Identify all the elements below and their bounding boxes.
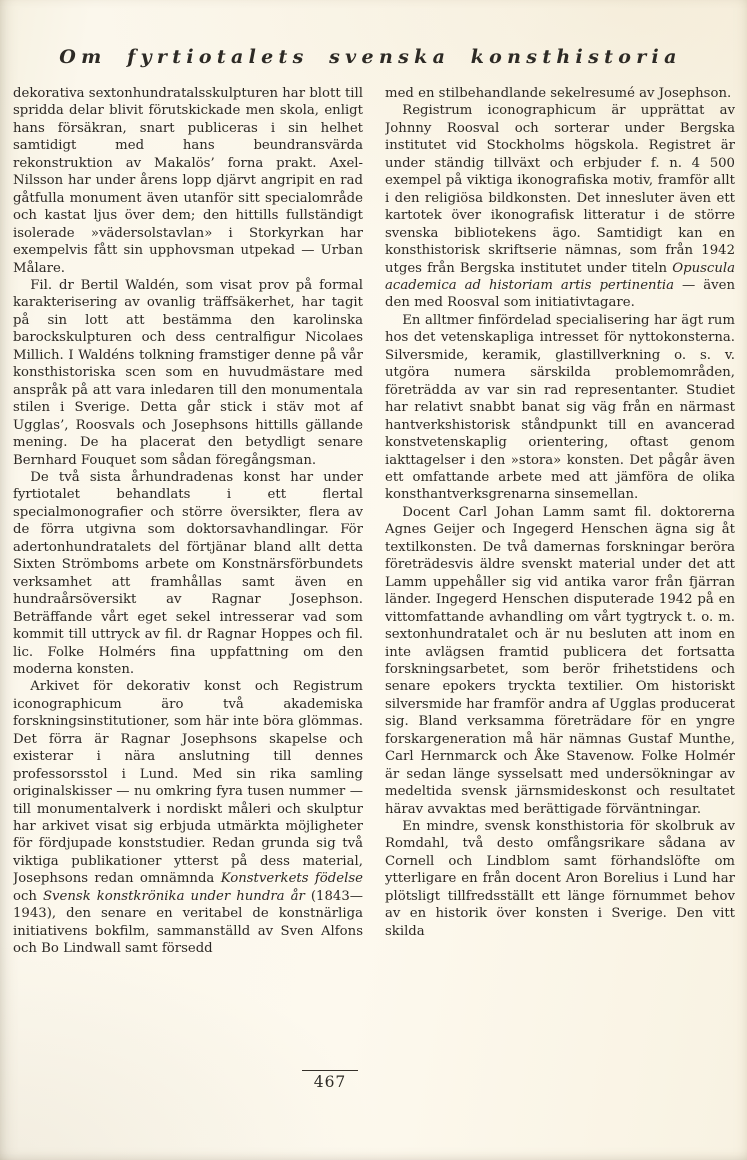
text-run: Fil. dr Bertil Waldén, som visat prov på formal karakterisering av ovanlig träffsäkerhet, har tagit på sin lott att bestämma den karolinska barockskulpturen och dess centralfigur Nicolaes Millich. I Waldéns tolkning framstiger denne på vår konsthistoriska scen som en huvudmästare med anspråk på att vara inledaren till den monumentala stilen i Sverige. Detta går stick i stäv mot af Ugglas’, Roosvals och Josephsons hittills gällande mening. De ha placerat den betydligt senare Bernhard Fouquet som sådan föregångsman. <box>13 277 363 468</box>
text-run: En mindre, svensk konsthistoria för skolbruk av Romdahl, två desto omfångsrikare sådana av Cornell och Lindblom samt förhandslöfte om ytterligare en från docent Aron Borelius i Lund har plötsligt tillfredsställt ett länge förnummet behov av en historik över konsten i Sverige. Den vitt skilda <box>385 819 735 939</box>
paragraph <box>385 102 735 311</box>
paragraph <box>385 85 735 102</box>
text-run: med en stilbehandlande sekelresumé av Josephson. <box>385 86 732 101</box>
right-column <box>385 85 735 1047</box>
text-run: De två sista århundradenas konst har under fyrtiotalet behandlats i ett flertal specialmonografier och större översikter, flera av de förra utgivna som doktorsavhandlingar. För adertonhundratalets del förtjänar bland allt detta Sixten Strömboms arbete om Konstnärsförbundets verksamhet att framhållas samt även en hundraårsöversikt av Ragnar Josephson. Beträffande vårt eget sekel intresserar vad som kommit till uttryck av fil. dr Ragnar Hoppes och fil. lic. Folke Holmérs fina uppfattning om den moderna konsten. <box>13 469 363 677</box>
page-number: 467 <box>302 1070 358 1091</box>
left-column <box>13 85 363 1047</box>
text-run: — även den med Roosval som initiativtagare. <box>385 277 735 311</box>
paragraph <box>13 277 363 469</box>
text-run: och <box>13 888 43 904</box>
paragraph <box>385 504 735 818</box>
italic-title-run: Opuscula academica ad historiam artis pertinentia <box>385 260 735 293</box>
italic-title-run: Konstverkets födelse <box>220 871 363 887</box>
text-columns <box>0 68 747 1047</box>
italic-title-run: Svensk konstkrönika under hundra år <box>42 888 305 904</box>
page-title: Om fyrtiotalets svenska konsthistoria <box>59 46 682 68</box>
text-run: (1843—1943), den senare en veritabel de konstnärliga initiativens bokfilm, sammanställd av Sven Alfons och Bo Lindwall samt försedd <box>13 888 363 957</box>
text-run: Registrum iconographicum är upprättat av Johnny Roosval och sorterar under Bergska institutet vid Stockholms högskola. Registret är under ständig tillväxt och erbjuder f. n. 4 500 exempel på viktiga ikonografiska motiv, framför allt i den religiösa bildkonsten. Det innesluter även ett kartotek över ikonografisk litteratur i de större svenska bibliotekens ägo. Samtidigt kan en konsthistorisk skriftserie nämnas, som från 1942 utges från Bergska institutet under titeln <box>385 103 735 276</box>
paragraph <box>13 678 363 957</box>
text-run: dekorativa sextonhundratalsskulpturen har blott till spridda delar blivit förutskickade men skola, enligt hans försäkran, snart publiceras i sin helhet samtidigt med hans beundransvärda rekonstruktion av Makalös’ forna prakt. Axel-Nilsson har under årens lopp djärvt angripit en rad gåtfulla monument även utanför sitt specialområde och kastat ljus över dem; den hittills fullständigt isolerade »vädersolstavlan» i Storkyrkan har exempelvis fått sin upphovsman utpekad — Urban Målare. <box>13 86 363 276</box>
paragraph <box>13 469 363 678</box>
text-run: Arkivet för dekorativ konst och Registrum iconographicum äro två akademiska forskningsinstitutioner, som här inte böra glömmas. Det förra är Ragnar Josephsons skapelse och existerar i nära anslutning till dennes professorsstol i Lund. Med sin rika samling originalskisser — nu omkring fyra tusen nummer — till monumentalverk i nordiskt måleri och skulptur har arkivet visat sig erbjuda utmärkta möjligheter för fördjupade konststudier. Redan grunda sig två viktiga publikationer ytterst på dess material, Josephsons redan omnämnda <box>13 679 363 887</box>
text-run: Docent Carl Johan Lamm samt fil. doktorerna Agnes Geijer och Ingegerd Henschen ägna sig åt textilkonsten. De två damernas forskningar beröra företrädesvis äldre svenskt material under det att Lamm uppehåller sig vid antika varor från fjärran länder. Ingegerd Henschen disputerade 1942 på en vittomfattande avhandling om vårt tygtryck t. o. m. sextonhundratalet och är nu besluten att inom en inte avlägsen framtid publicera det fortsatta forskningsarbetet, som berör frihetstidens och senare epokers tryckta textilier. Om historiskt silversmide har framför andra af Ugglas producerat sig. Bland verksamma företrädare för en yngre forskargeneration må här nämnas Gustaf Munthe, Carl Hernmarck och Åke Stavenow. Folke Holmér är sedan länge sysselsatt med undersökningar av medeltida svensk järnsmideskonst och resultatet härav avvaktas med berättigade förväntningar. <box>385 504 735 817</box>
paragraph <box>385 818 735 940</box>
paragraph <box>13 85 363 277</box>
text-run: En alltmer finfördelad specialisering har ägt rum hos det vetenskapliga intresset för nyttokonsterna. Silversmide, keramik, glastillverkning o. s. v. utgöra numera särskilda problemområden, företrädda av var sin rad representanter. Studiet har relativt snabbt banat sig väg från en närmast hantverkshistorisk ståndpunkt till en avancerad konstvetenskaplig orientering, oftast genom iakttagelser i den »stora» konsten. Det pågår även ett omfattande arbete med att jämföra de olika konsthantverksgrenarna sinsemellan. <box>385 312 735 503</box>
paragraph <box>385 312 735 504</box>
